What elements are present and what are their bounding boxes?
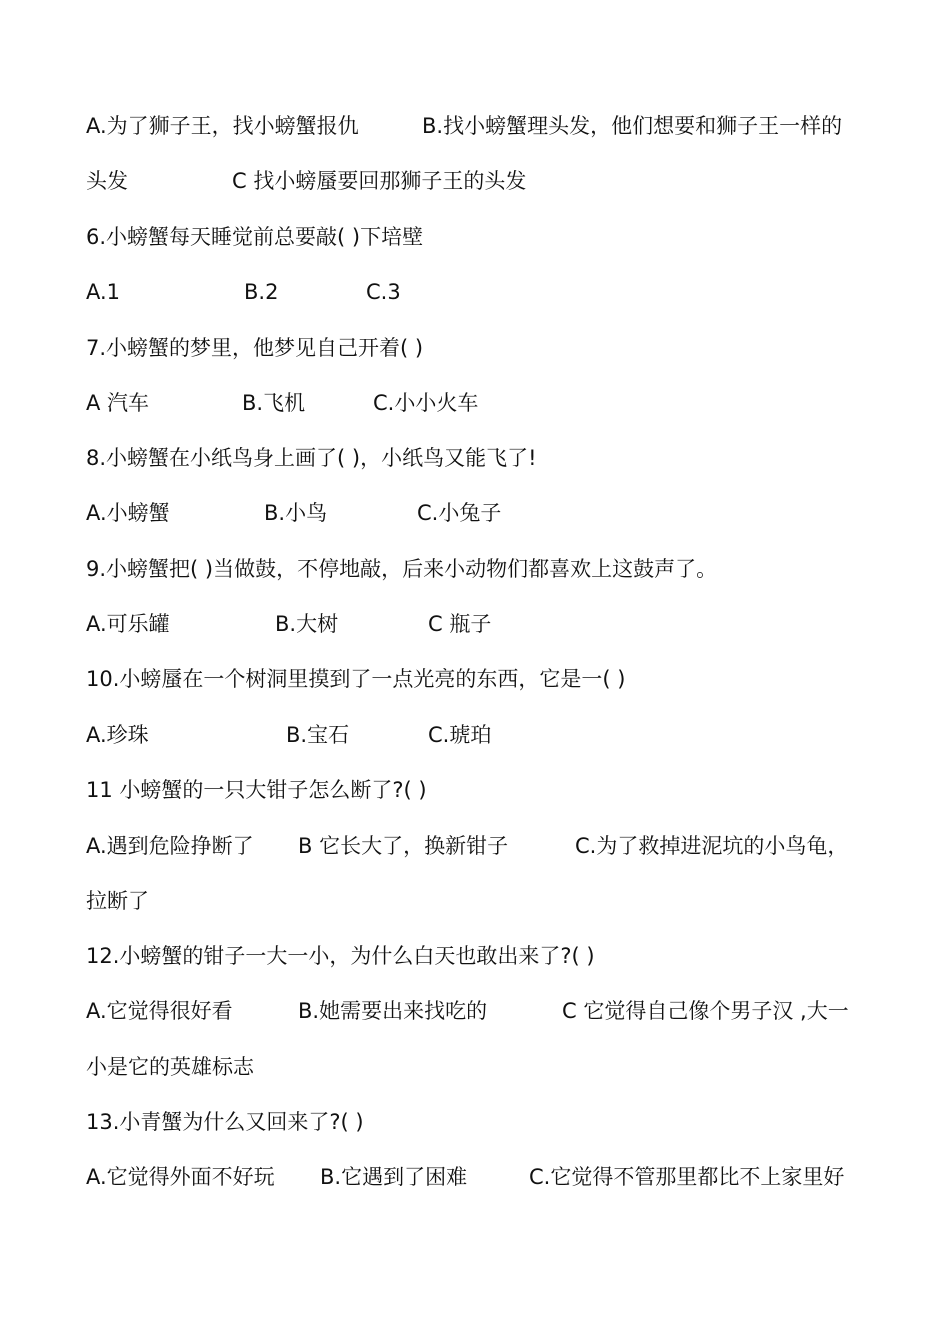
options-line [86,991,890,1031]
line-segment: A.为了狮子王，找小螃蟹报仇 [86,114,359,138]
question-line [86,659,890,699]
question-text: 9.小螃蟹把( )当做鼓，不停地敲，后来小动物们都喜欢上这鼓声了。 [86,557,718,581]
option-b: B.宝石 [286,723,350,747]
question-line [86,438,890,478]
question-line [86,1102,890,1142]
option-c: C.它觉得不管那里都比不上家里好 [529,1165,845,1189]
question-text: 11 小螃蟹的一只大钳子怎么断了?( ) [86,778,427,802]
line-segment: C 找小螃蜃要回那狮子王的头发 [232,169,527,193]
line-segment: B.找小螃蟹理头发，他们想要和狮子王一样的 [422,114,843,138]
option-b: B.大树 [275,612,339,636]
options-line [86,1157,890,1197]
line-segment: 小是它的英雄标志 [86,1055,254,1079]
options-line [86,272,890,312]
option-b: B.她需要出来找吃的 [298,999,488,1023]
option-a: A 汽车 [86,391,150,415]
option-a: A.它觉得很好看 [86,999,233,1023]
option-a: A.珍珠 [86,723,149,747]
option-b: B.小鸟 [264,501,328,525]
option-c: C 它觉得自己像个男子汉 ,大一 [562,999,849,1023]
option-c: C.小小火车 [373,391,479,415]
options-line [86,493,890,533]
option-a: A.它觉得外面不好玩 [86,1165,275,1189]
option-c: C 瓶子 [428,612,492,636]
text-line [86,106,890,146]
question-text: 12.小螃蟹的钳子一大一小，为什么白天也敢出来了?( ) [86,944,595,968]
question-text: 10.小螃蜃在一个树洞里摸到了一点光亮的东西，它是一( ) [86,667,626,691]
option-a: A.小螃蟹 [86,501,170,525]
line-segment: 头发 [86,169,128,193]
option-b: B.它遇到了困难 [320,1165,468,1189]
options-line [86,826,890,866]
option-b: B.2 [244,280,279,304]
question-line [86,936,890,976]
question-line [86,549,890,589]
question-text: 13.小青蟹为什么又回来了?( ) [86,1110,364,1134]
text-line [86,881,890,921]
question-line [86,328,890,368]
option-a: A.可乐罐 [86,612,170,636]
question-line [86,217,890,257]
options-line [86,383,890,423]
option-b: B.飞机 [242,391,306,415]
option-b: B 它长大了，换新钳子 [298,834,509,858]
question-text: 8.小螃蟹在小纸鸟身上画了( )，小纸鸟又能飞了! [86,446,537,470]
option-a: A.1 [86,280,121,304]
option-a: A.遇到危险挣断了 [86,834,254,858]
option-c: C.琥珀 [428,723,492,747]
option-c: C.小兔子 [417,501,502,525]
option-c: C.3 [366,280,401,304]
text-line [86,161,890,201]
option-c: C.为了救掉进泥坑的小鸟龟， [575,834,849,858]
question-line [86,770,890,810]
text-line [86,1047,890,1087]
question-text: 6.小螃蟹每天睡觉前总要敲( )下培壁 [86,225,424,249]
options-line [86,715,890,755]
line-segment: 拉断了 [86,889,149,913]
question-text: 7.小螃蟹的梦里，他梦见自己开着( ) [86,336,424,360]
options-line [86,604,890,644]
